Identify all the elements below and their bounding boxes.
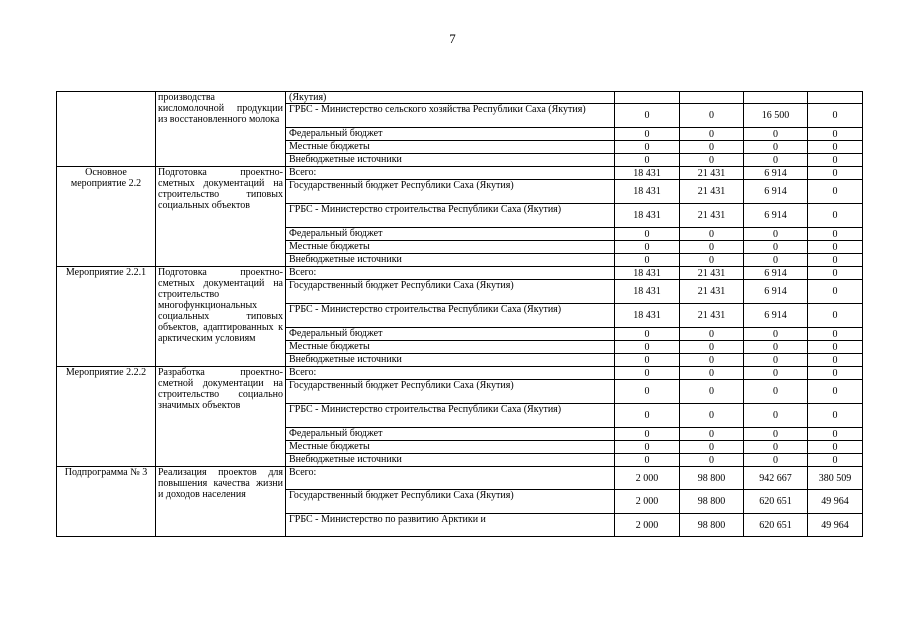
amount-cell: 18 431 bbox=[615, 180, 680, 204]
amount-cell: 0 bbox=[680, 441, 744, 454]
amount-cell: 0 bbox=[744, 128, 808, 141]
funding-source-cell: Внебюджетные источники bbox=[286, 154, 615, 167]
amount-cell: 21 431 bbox=[680, 167, 744, 180]
amount-cell bbox=[808, 92, 863, 104]
amount-cell: 6 914 bbox=[744, 180, 808, 204]
program-description-cell: Разработка проектно-сметной документации на строительство социально значимых объектов bbox=[156, 367, 286, 467]
amount-cell: 0 bbox=[680, 241, 744, 254]
table-row bbox=[57, 467, 863, 490]
amount-cell: 0 bbox=[680, 104, 744, 128]
amount-cell: 0 bbox=[744, 154, 808, 167]
amount-cell: 0 bbox=[615, 454, 680, 467]
amount-cell: 0 bbox=[808, 404, 863, 428]
amount-cell: 21 431 bbox=[680, 280, 744, 304]
amount-cell: 18 431 bbox=[615, 167, 680, 180]
amount-cell: 0 bbox=[615, 128, 680, 141]
amount-cell: 0 bbox=[808, 180, 863, 204]
funding-source-cell: Всего: bbox=[286, 167, 615, 180]
funding-source-cell: Государственный бюджет Республики Саха (Якутия) bbox=[286, 490, 615, 514]
table-row bbox=[57, 92, 863, 104]
amount-cell: 0 bbox=[744, 380, 808, 404]
program-code-cell: Мероприятие 2.2.2 bbox=[57, 367, 156, 467]
amount-cell: 0 bbox=[680, 354, 744, 367]
amount-cell: 0 bbox=[744, 341, 808, 354]
table-row bbox=[57, 167, 863, 180]
amount-cell: 0 bbox=[808, 367, 863, 380]
amount-cell: 0 bbox=[744, 241, 808, 254]
funding-source-cell: Местные бюджеты bbox=[286, 241, 615, 254]
program-description-cell: Реализация проектов для повышения качества жизни и доходов населения bbox=[156, 467, 286, 537]
amount-cell: 21 431 bbox=[680, 304, 744, 328]
amount-cell: 49 964 bbox=[808, 490, 863, 514]
amount-cell: 0 bbox=[680, 154, 744, 167]
amount-cell: 0 bbox=[808, 354, 863, 367]
amount-cell: 0 bbox=[615, 254, 680, 267]
page-number: 7 bbox=[449, 31, 456, 46]
amount-cell: 0 bbox=[808, 441, 863, 454]
amount-cell: 620 651 bbox=[744, 514, 808, 537]
amount-cell: 0 bbox=[680, 367, 744, 380]
funding-source-cell: Федеральный бюджет bbox=[286, 328, 615, 341]
table-row bbox=[57, 267, 863, 280]
funding-source-cell: (Якутия) bbox=[286, 92, 615, 104]
amount-cell: 6 914 bbox=[744, 304, 808, 328]
amount-cell: 0 bbox=[680, 428, 744, 441]
amount-cell: 21 431 bbox=[680, 267, 744, 280]
amount-cell: 18 431 bbox=[615, 304, 680, 328]
funding-source-cell: ГРБС - Министерство строительства Республики Саха (Якутия) bbox=[286, 204, 615, 228]
amount-cell: 0 bbox=[680, 254, 744, 267]
amount-cell: 21 431 bbox=[680, 180, 744, 204]
amount-cell: 0 bbox=[615, 141, 680, 154]
amount-cell: 0 bbox=[615, 428, 680, 441]
amount-cell: 0 bbox=[744, 367, 808, 380]
amount-cell: 18 431 bbox=[615, 280, 680, 304]
amount-cell: 620 651 bbox=[744, 490, 808, 514]
amount-cell: 0 bbox=[808, 128, 863, 141]
amount-cell: 0 bbox=[808, 204, 863, 228]
amount-cell: 0 bbox=[744, 328, 808, 341]
amount-cell: 0 bbox=[680, 328, 744, 341]
amount-cell: 18 431 bbox=[615, 204, 680, 228]
amount-cell: 0 bbox=[680, 141, 744, 154]
amount-cell: 0 bbox=[744, 454, 808, 467]
amount-cell bbox=[615, 92, 680, 104]
amount-cell: 16 500 bbox=[744, 104, 808, 128]
amount-cell: 0 bbox=[808, 254, 863, 267]
amount-cell: 0 bbox=[808, 454, 863, 467]
funding-source-cell: Всего: bbox=[286, 267, 615, 280]
funding-source-cell: Государственный бюджет Республики Саха (Якутия) bbox=[286, 380, 615, 404]
program-code-cell: Подпрограмма № 3 bbox=[57, 467, 156, 537]
amount-cell: 0 bbox=[808, 228, 863, 241]
program-code-cell: Мероприятие 2.2.1 bbox=[57, 267, 156, 367]
funding-source-cell: Всего: bbox=[286, 467, 615, 490]
amount-cell: 6 914 bbox=[744, 204, 808, 228]
amount-cell: 2 000 bbox=[615, 467, 680, 490]
amount-cell: 0 bbox=[808, 280, 863, 304]
funding-source-cell: Внебюджетные источники bbox=[286, 354, 615, 367]
amount-cell: 0 bbox=[744, 441, 808, 454]
amount-cell: 0 bbox=[808, 428, 863, 441]
amount-cell: 0 bbox=[615, 228, 680, 241]
amount-cell: 0 bbox=[808, 304, 863, 328]
amount-cell: 0 bbox=[680, 228, 744, 241]
amount-cell: 0 bbox=[680, 380, 744, 404]
program-description-cell: Подготовка проектно-сметных документаций на строительство многофункциональных социальных типовых объектов, адаптированных к арктическим условиям bbox=[156, 267, 286, 367]
amount-cell: 49 964 bbox=[808, 514, 863, 537]
amount-cell: 0 bbox=[808, 241, 863, 254]
program-code-cell: Основное мероприятие 2.2 bbox=[57, 167, 156, 267]
amount-cell: 6 914 bbox=[744, 267, 808, 280]
amount-cell: 0 bbox=[808, 167, 863, 180]
amount-cell: 98 800 bbox=[680, 490, 744, 514]
amount-cell: 380 509 bbox=[808, 467, 863, 490]
amount-cell: 0 bbox=[744, 254, 808, 267]
funding-source-cell: ГРБС - Министерство строительства Республики Саха (Якутия) bbox=[286, 304, 615, 328]
amount-cell: 0 bbox=[744, 141, 808, 154]
amount-cell: 0 bbox=[680, 128, 744, 141]
amount-cell: 0 bbox=[615, 441, 680, 454]
amount-cell bbox=[680, 92, 744, 104]
amount-cell: 0 bbox=[680, 341, 744, 354]
funding-source-cell: ГРБС - Министерство сельского хозяйства Республики Саха (Якутия) bbox=[286, 104, 615, 128]
amount-cell: 0 bbox=[744, 428, 808, 441]
amount-cell: 0 bbox=[615, 328, 680, 341]
table-row bbox=[57, 367, 863, 380]
amount-cell: 0 bbox=[615, 241, 680, 254]
amount-cell: 0 bbox=[808, 141, 863, 154]
amount-cell: 6 914 bbox=[744, 167, 808, 180]
amount-cell: 18 431 bbox=[615, 267, 680, 280]
funding-source-cell: ГРБС - Министерство по развитию Арктики и bbox=[286, 514, 615, 537]
budget-table bbox=[56, 91, 863, 537]
amount-cell: 0 bbox=[615, 104, 680, 128]
amount-cell: 6 914 bbox=[744, 280, 808, 304]
program-code-cell bbox=[57, 92, 156, 167]
amount-cell: 0 bbox=[808, 104, 863, 128]
funding-source-cell: Государственный бюджет Республики Саха (Якутия) bbox=[286, 280, 615, 304]
amount-cell: 0 bbox=[808, 267, 863, 280]
program-description-cell: Подготовка проектно-сметных документаций на строительство типовых социальных объектов bbox=[156, 167, 286, 267]
amount-cell: 98 800 bbox=[680, 514, 744, 537]
amount-cell: 942 667 bbox=[744, 467, 808, 490]
amount-cell: 0 bbox=[615, 367, 680, 380]
funding-source-cell: Всего: bbox=[286, 367, 615, 380]
funding-source-cell: Местные бюджеты bbox=[286, 341, 615, 354]
amount-cell: 98 800 bbox=[680, 467, 744, 490]
funding-source-cell: ГРБС - Министерство строительства Республики Саха (Якутия) bbox=[286, 404, 615, 428]
amount-cell: 0 bbox=[615, 341, 680, 354]
amount-cell: 0 bbox=[808, 328, 863, 341]
amount-cell: 2 000 bbox=[615, 490, 680, 514]
funding-source-cell: Местные бюджеты bbox=[286, 441, 615, 454]
funding-source-cell: Федеральный бюджет bbox=[286, 128, 615, 141]
amount-cell: 0 bbox=[744, 354, 808, 367]
program-description-cell: производства кисломолочной продукции из восстановленного молока bbox=[156, 92, 286, 167]
amount-cell: 0 bbox=[808, 154, 863, 167]
amount-cell: 0 bbox=[808, 380, 863, 404]
amount-cell: 21 431 bbox=[680, 204, 744, 228]
funding-source-cell: Федеральный бюджет bbox=[286, 428, 615, 441]
funding-source-cell: Федеральный бюджет bbox=[286, 228, 615, 241]
funding-source-cell: Внебюджетные источники bbox=[286, 254, 615, 267]
funding-source-cell: Внебюджетные источники bbox=[286, 454, 615, 467]
amount-cell: 0 bbox=[615, 404, 680, 428]
funding-source-cell: Местные бюджеты bbox=[286, 141, 615, 154]
amount-cell: 0 bbox=[744, 404, 808, 428]
amount-cell: 0 bbox=[680, 454, 744, 467]
amount-cell: 0 bbox=[615, 154, 680, 167]
amount-cell: 0 bbox=[615, 354, 680, 367]
amount-cell: 2 000 bbox=[615, 514, 680, 537]
amount-cell: 0 bbox=[680, 404, 744, 428]
amount-cell: 0 bbox=[808, 341, 863, 354]
amount-cell: 0 bbox=[744, 228, 808, 241]
funding-source-cell: Государственный бюджет Республики Саха (Якутия) bbox=[286, 180, 615, 204]
amount-cell bbox=[744, 92, 808, 104]
amount-cell: 0 bbox=[615, 380, 680, 404]
